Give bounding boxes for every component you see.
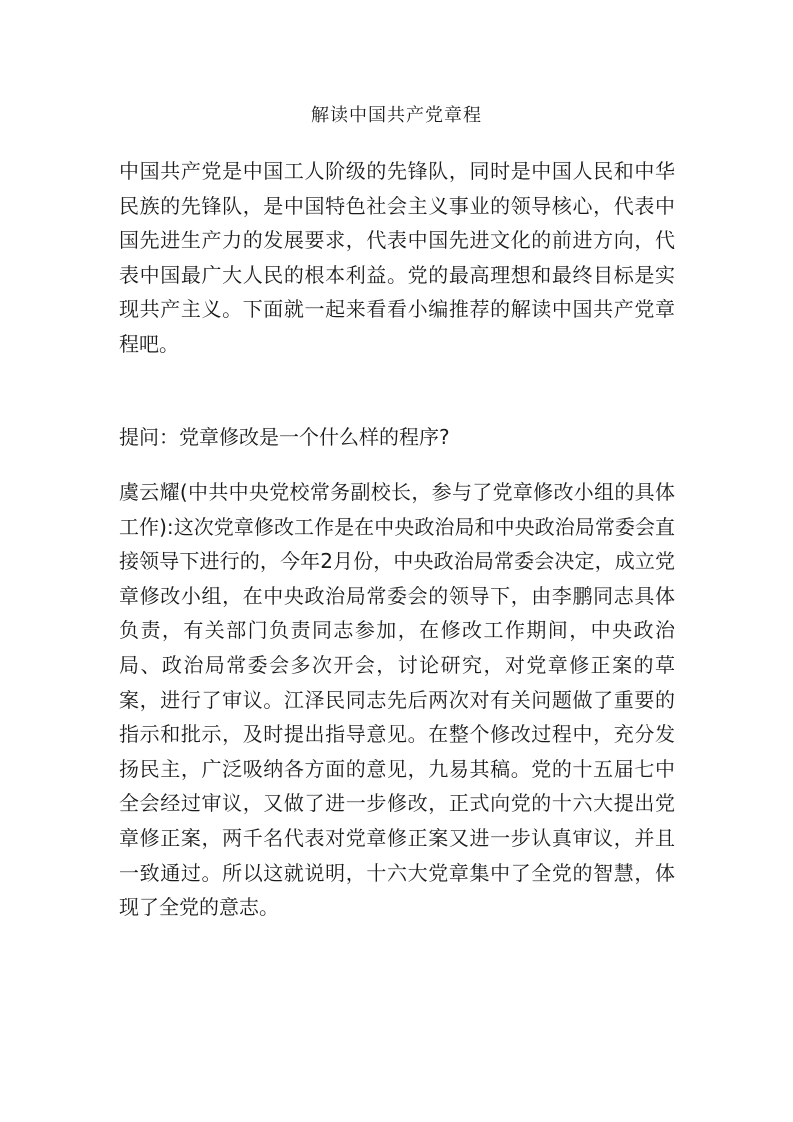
intro-paragraph: 中国共产党是中国工人阶级的先锋队，同时是中国人民和中华民族的先锋队，是中国特色社会主义事业的领导核心，代表中国先进生产力的发展要求，代表中国先进文化的前进方向，代表中国最广大人民的根本利益。党的最高理想和最终目标是实现共产主义。下面就一起来看看小编推荐的解读中国共产党章程吧。 bbox=[119, 159, 675, 356]
answer-paragraph: 虞云耀(中共中央党校常务副校长，参与了党章修改小组的具体工作):这次党章修改工作是在中央政治局和中央政治局常委会直接领导下进行的，今年2月份，中央政治局常委会决定，成立党章修改小组，在中央政治局常委会的领导下，由李鹏同志具体负责，有关部门负责同志参加，在修改工作期间，中央政治局、政治局常委会多次开会，讨论研究，对党章修正案的草案，进行了审议。江泽民同志先后两次对有关问题做了重要的指示和批示，及时提出指导意见。在整个修改过程中，充分发扬民主，广泛吸纳各方面的意见，九易其稿。党的十五届七中全会经过审议，又做了进一步修改，正式向党的十六大提出党章修正案，两千名代表对党章修正案又进一步认真审议，并且一致通过。所以这就说明，十六大党章集中了全党的智慧，体现了全党的意志。 bbox=[119, 480, 675, 920]
document-title: 解读中国共产党章程 bbox=[311, 105, 482, 126]
question-paragraph: 提问：党章修改是一个什么样的程序? bbox=[119, 425, 450, 449]
